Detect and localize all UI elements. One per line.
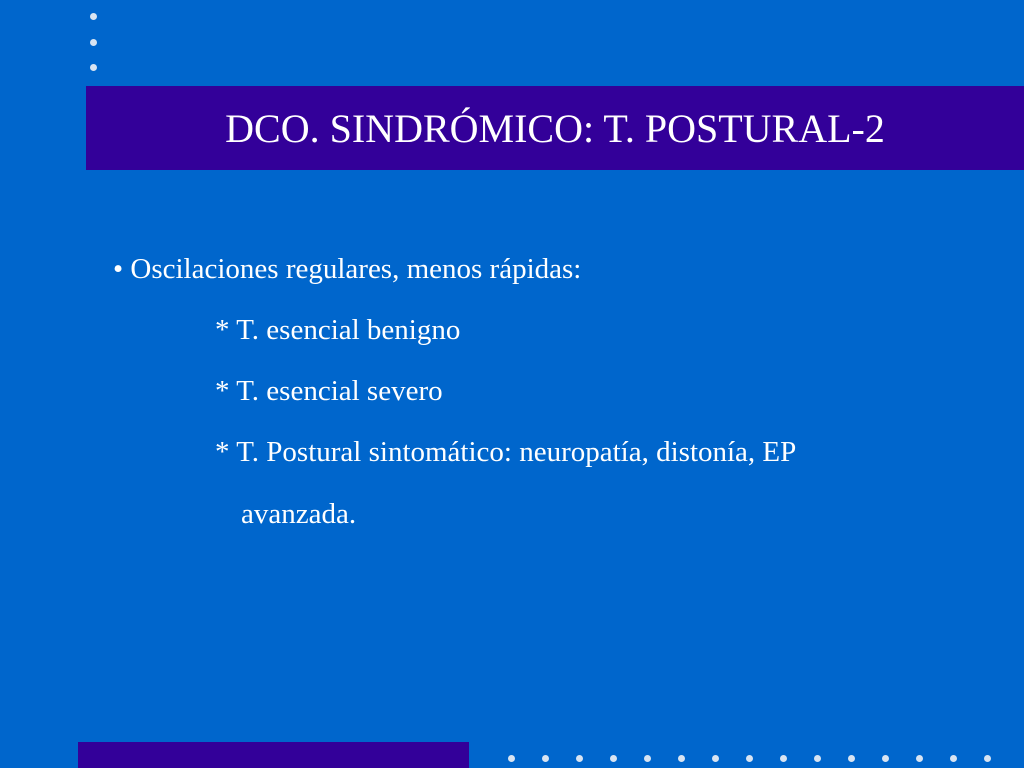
decorative-dot [90,13,97,20]
decorative-dot [576,755,583,762]
sub-item-continuation: avanzada. [241,498,357,530]
decorative-dot [712,755,719,762]
slide-title: DCO. SINDRÓMICO: T. POSTURAL-2 [225,105,885,151]
sub-item: * T. Postural sintomático: neuropatía, distonía, EP [215,436,797,468]
decorative-dot [678,755,685,762]
decorative-dot [882,755,889,762]
decorative-dot [90,64,97,71]
sub-item: * T. esencial severo [215,375,443,407]
decorative-dot [814,755,821,762]
decorative-dot [746,755,753,762]
bullet-item: • Oscilaciones regulares, menos rápidas: [113,253,582,285]
decorative-dot [984,755,991,762]
decorative-dot [90,39,97,46]
sub-item: * T. esencial benigno [215,314,461,346]
decorative-dot [848,755,855,762]
decorative-dot [780,755,787,762]
decorative-dot [916,755,923,762]
decorative-dot [950,755,957,762]
bottom-bar [78,742,469,768]
decorative-dot [542,755,549,762]
decorative-dot [508,755,515,762]
title-bar [86,86,1024,170]
decorative-dot [610,755,617,762]
decorative-dot [644,755,651,762]
